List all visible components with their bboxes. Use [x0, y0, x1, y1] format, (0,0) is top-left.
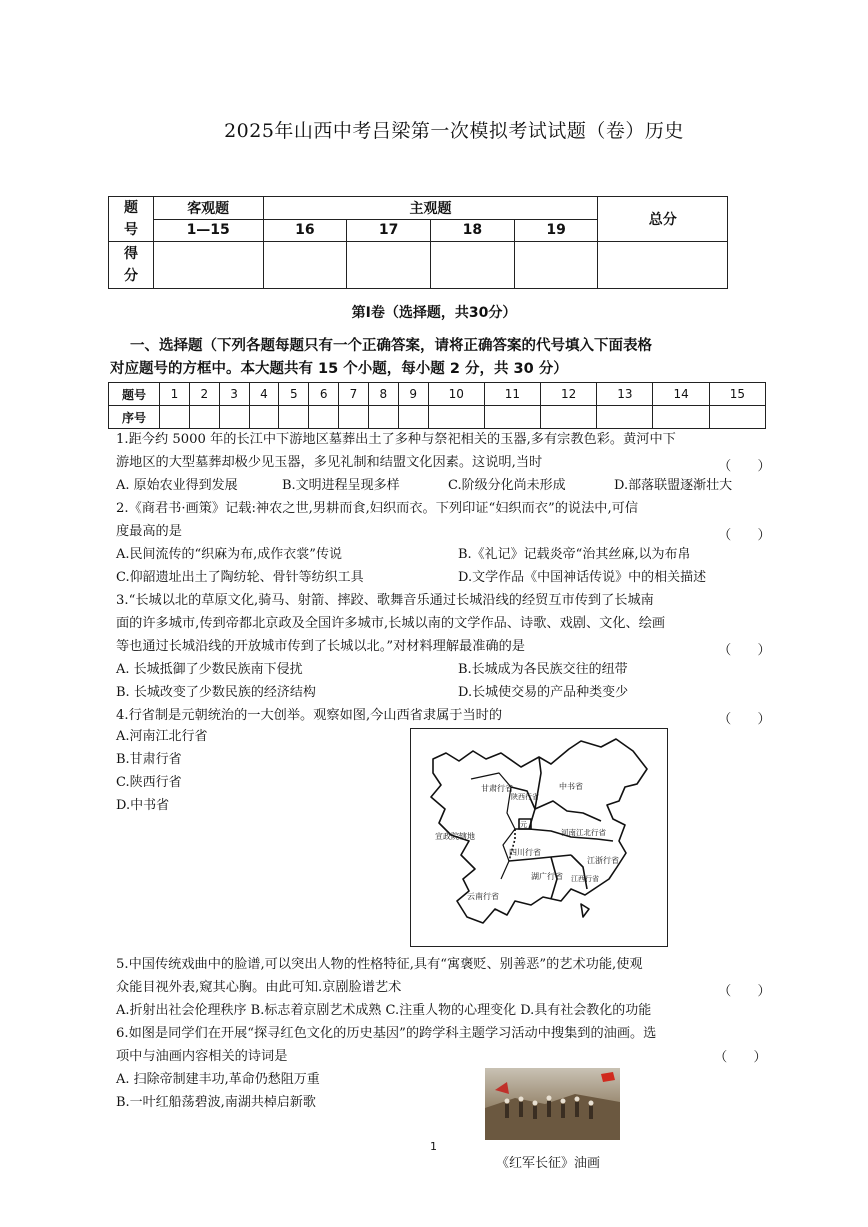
q4-option-c[interactable]: C.陕西行省: [116, 775, 182, 790]
map-label-gansu: 甘肃行省: [481, 784, 513, 793]
map-label-jiangxi: 江西行省: [571, 875, 599, 883]
score-table-objective: 客观题: [153, 197, 263, 220]
q3-line1: 3.“长城以北的草原文化,骑马、射箭、摔跤、歌舞音乐通过长城沿线的经贸互市传到了长城南: [116, 593, 654, 608]
q1-line2: 游地区的大型墓葬却极少见玉器，多见礼制和结盟文化因素。这说明,当时: [116, 455, 543, 470]
q1-line1: 1.距今约 5000 年的长江中下游地区墓葬出土了多种与祭祀相关的玉器,多有宗教色彩。黄河中下: [116, 432, 676, 447]
q1-answer-paren[interactable]: （ ）: [718, 459, 771, 474]
score-cell[interactable]: [430, 242, 514, 289]
q1-option-b[interactable]: B.文明进程呈现多样: [282, 478, 400, 493]
q1-option-c[interactable]: C.阶级分化尚未形成: [448, 478, 566, 493]
q6-answer-paren[interactable]: （ ）: [714, 1050, 767, 1065]
answer-table-number-6: 6: [309, 383, 339, 406]
answer-cell-8[interactable]: [368, 406, 398, 429]
q2-answer-paren[interactable]: （ ）: [718, 528, 771, 543]
q5-line1: 5.中国传统戏曲中的脸谱,可以突出人物的性格特征,具有“寓褒贬、别善恶”的艺术功能,使观: [116, 957, 643, 972]
answer-table-number-7: 7: [339, 383, 369, 406]
answer-table-number-5: 5: [279, 383, 309, 406]
score-table-range: 1—15: [153, 219, 263, 242]
score-table-tihao-text: 题号: [123, 200, 138, 238]
q4-option-d[interactable]: D.中书省: [116, 798, 170, 813]
answer-table-number-10: 10: [428, 383, 484, 406]
answer-table: [108, 382, 766, 429]
q5-answer-paren[interactable]: （ ）: [718, 984, 771, 999]
q3-answer-paren[interactable]: （ ）: [718, 643, 771, 658]
q6-option-a[interactable]: A. 扫除帝制建丰功,革命仍愁阻万重: [116, 1072, 320, 1087]
page-title: 2025年山西中考吕梁第一次模拟考试试题（卷）历史: [224, 120, 684, 142]
answer-cell-6[interactable]: [309, 406, 339, 429]
q2-option-b[interactable]: B.《礼记》记载炎帝“治其丝麻,以为布帛: [458, 547, 691, 562]
answer-cell-14[interactable]: [653, 406, 709, 429]
score-cell[interactable]: [598, 242, 728, 289]
answer-cell-7[interactable]: [339, 406, 369, 429]
answer-cell-1[interactable]: [160, 406, 190, 429]
q2-option-c[interactable]: C.仰韶遗址出土了陶纺轮、骨针等纺织工具: [116, 570, 364, 585]
q3-line3: 等也通过长城沿线的开放城市传到了长城以北。”对材料理解最准确的是: [116, 639, 525, 654]
answer-table-number-4: 4: [249, 383, 279, 406]
q2-option-d[interactable]: D.文学作品《中国神话传说》中的相关描述: [458, 570, 707, 585]
q3-option-c[interactable]: B. 长城改变了少数民族的经济结构: [116, 685, 316, 700]
map-label-henan: 河南江北行省: [561, 828, 606, 837]
q2-line2: 度最高的是: [116, 524, 182, 539]
q3-line2: 面的许多城市,传到帝都北京政及全国许多城市,长城以南的文学作品、诗歌、戏剧、文化、绘画: [116, 616, 666, 631]
q4-option-b[interactable]: B.甘肃行省: [116, 752, 182, 767]
map-drawing: [411, 729, 667, 946]
answer-table-number-12: 12: [541, 383, 597, 406]
answer-table-number-11: 11: [484, 383, 540, 406]
q6-line2: 项中与油画内容相关的诗词是: [116, 1049, 288, 1064]
q2-option-a[interactable]: A.民间流传的“织麻为布,成作衣裳”传说: [116, 547, 342, 562]
answer-cell-9[interactable]: [398, 406, 428, 429]
answer-table-number-2: 2: [189, 383, 219, 406]
answer-table-number-15: 15: [709, 383, 765, 406]
answer-table-number-9: 9: [398, 383, 428, 406]
score-cell[interactable]: [514, 242, 598, 289]
section-title: 第Ⅰ卷（选择题，共30分）: [351, 305, 517, 321]
map-label-jiangzhe: 江浙行省: [587, 856, 619, 865]
answer-table-number-8: 8: [368, 383, 398, 406]
answer-table-number-13: 13: [597, 383, 653, 406]
answer-cell-12[interactable]: [541, 406, 597, 429]
q3-option-d[interactable]: D.长城使交易的产品种类变少: [458, 685, 629, 700]
score-table-total: 总分: [598, 197, 728, 242]
map-label-zhongshu: 中书省: [559, 782, 583, 791]
map-label-yunnan: 云南行省: [467, 892, 499, 901]
score-cell[interactable]: [263, 242, 347, 289]
answer-cell-4[interactable]: [249, 406, 279, 429]
q3-option-b[interactable]: B.长城成为各民族交往的纽带: [458, 662, 628, 677]
answer-table-row2-label: 序号: [109, 406, 160, 429]
painting-caption: 《红军长征》油画: [496, 1156, 601, 1171]
instructions: [110, 335, 760, 381]
answer-cell-15[interactable]: [709, 406, 765, 429]
score-cell[interactable]: [153, 242, 263, 289]
painting-drawing: [485, 1068, 620, 1140]
map-label-yuan: 元: [520, 821, 527, 829]
score-table-col-17: 17: [347, 219, 431, 242]
q2-line1: 2.《商君书·画策》记载:神农之世,男耕而食,妇织而衣。下列印证“妇织而衣”的说法中,可信: [116, 501, 639, 516]
instructions-line1: 一、选择题（下列各题每题只有一个正确答案，请将正确答案的代号填入下面表格: [130, 338, 652, 354]
q6-line1: 6.如图是同学们在开展“探寻红色文化的历史基因”的跨学科主题学习活动中搜集到的油画。选: [116, 1026, 657, 1041]
map-label-xuanzheng: 宣政院辖地: [435, 832, 475, 841]
q6-option-b[interactable]: B.一叶红船荡碧波,南湖共棹启新歌: [116, 1095, 316, 1110]
q4-line1: 4.行省制是元朝统治的一大创举。观察如图,今山西省隶属于当时的: [116, 708, 503, 723]
answer-cell-10[interactable]: [428, 406, 484, 429]
q4-option-a[interactable]: A.河南江北行省: [116, 729, 208, 744]
q5-line2: 众能目视外表,窥其心胸。由此可知.京剧脸谱艺术: [116, 980, 402, 995]
page-number: 1: [430, 1140, 437, 1153]
map-label-shaanxi: 陕西行省: [511, 793, 539, 801]
map-label-huguang: 湖广行省: [531, 872, 563, 881]
q5-options[interactable]: A.折射出社会伦理秩序 B.标志着京剧艺术成熟 C.注重人物的心理变化 D.具有社会教化的功能: [116, 1003, 652, 1018]
answer-cell-13[interactable]: [597, 406, 653, 429]
q1-option-d[interactable]: D.部落联盟逐渐壮大: [614, 478, 733, 493]
answer-cell-2[interactable]: [189, 406, 219, 429]
score-table-defen-text: 得分: [123, 246, 138, 284]
map-label-sichuan: 四川行省: [509, 848, 541, 857]
score-table-subjective: 主观题: [263, 197, 598, 220]
score-cell[interactable]: [347, 242, 431, 289]
q3-option-a[interactable]: A. 长城抵御了少数民族南下侵扰: [116, 662, 303, 677]
answer-cell-11[interactable]: [484, 406, 540, 429]
answer-table-number-1: 1: [160, 383, 190, 406]
red-army-painting: [485, 1068, 620, 1140]
answer-table-number-14: 14: [653, 383, 709, 406]
answer-cell-5[interactable]: [279, 406, 309, 429]
answer-table-row1-label: 题号: [109, 383, 160, 406]
score-table-label-tihao: [109, 197, 154, 242]
score-table-col-19: 19: [514, 219, 598, 242]
score-table-defen: [109, 242, 154, 289]
instructions-line2: 对应题号的方框中。本大题共有 15 个小题，每小题 2 分，共 30 分）: [110, 361, 568, 377]
answer-cell-3[interactable]: [219, 406, 249, 429]
yuan-provinces-map: [410, 728, 668, 947]
score-table: [108, 196, 728, 289]
answer-table-number-3: 3: [219, 383, 249, 406]
q4-answer-paren[interactable]: （ ）: [718, 712, 771, 727]
score-table-col-16: 16: [263, 219, 347, 242]
score-table-col-18: 18: [430, 219, 514, 242]
q1-option-a[interactable]: A. 原始农业得到发展: [116, 478, 238, 493]
